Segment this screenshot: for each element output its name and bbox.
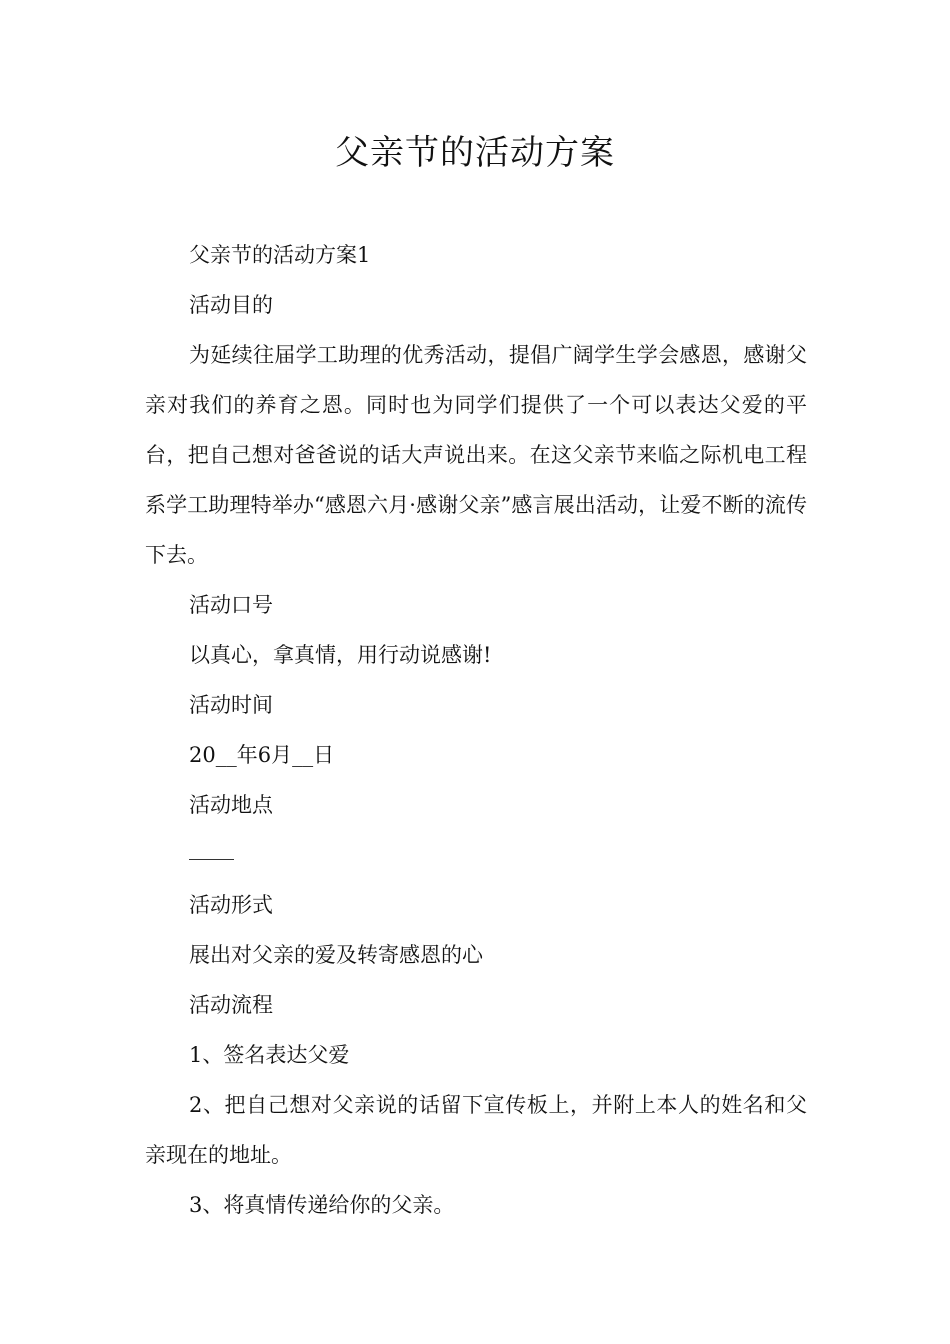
paragraph-purpose: 为延续往届学工助理的优秀活动，提倡广阔学生学会感恩，感谢父亲对我们的养育之恩。同时也为同学们提供了一个可以表达父爱的平台，把自己想对爸爸说的话大声说出来。在这父亲节来临之际机电工程系学工助理特举办“感恩六月·感谢父亲”感言展出活动，让爱不断的流传下去。 [145, 343, 807, 567]
heading-process: 活动流程 [189, 993, 273, 1017]
heading-format: 活动形式 [189, 893, 273, 917]
process-step-1: 1、签名表达父爱 [189, 1043, 350, 1067]
heading-time: 活动时间 [189, 693, 273, 717]
paragraph-slogan: 以真心，拿真情，用行动说感谢! [189, 643, 492, 667]
document-title: 父亲节的活动方案 [335, 133, 615, 173]
heading-slogan: 活动口号 [189, 593, 273, 617]
location-blank-line [145, 830, 807, 880]
heading-purpose: 活动目的 [189, 293, 273, 317]
section-heading-plan-1: 父亲节的活动方案1 [189, 243, 371, 267]
process-step-2: 2、把自己想对父亲说的话留下宣传板上，并附上本人的姓名和父亲现在的地址。 [145, 1093, 807, 1167]
document-body [145, 230, 807, 1230]
horizontal-rule [189, 859, 234, 860]
paragraph-format: 展出对父亲的爱及转寄感恩的心 [189, 943, 483, 967]
process-step-3: 3、将真情传递给你的父亲。 [189, 1193, 455, 1217]
heading-location: 活动地点 [189, 793, 273, 817]
paragraph-time: 20__年6月__日 [189, 743, 335, 767]
